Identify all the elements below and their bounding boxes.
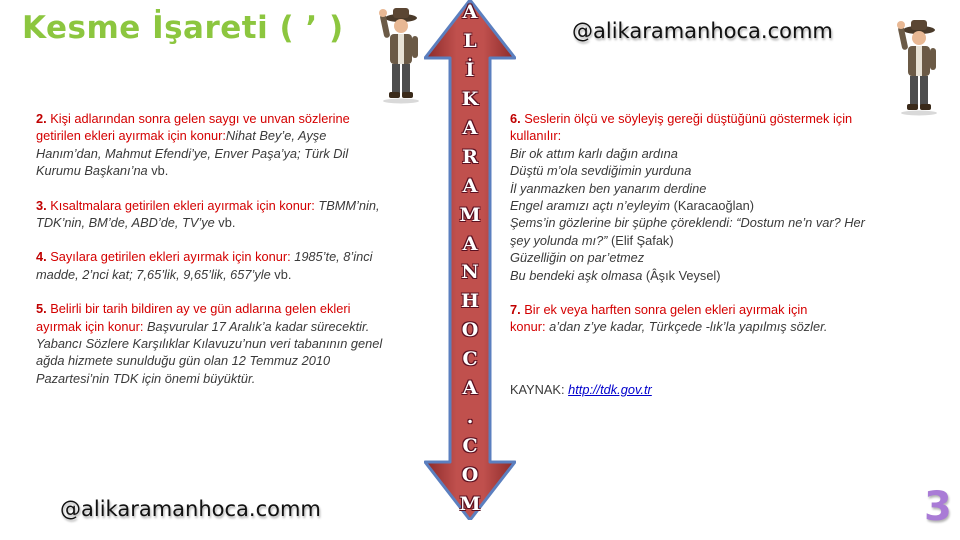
vertical-letter: H [461,290,479,313]
example-text: şey yolunda mı?” [510,232,612,248]
example-text: Güzelliğin on par’etmez [510,250,645,266]
note-text: vb. [147,163,169,179]
rule-text: Bir ek veya harften sonra gelen ekleri ayırmak için [520,302,808,318]
cowboy-waving-figure-icon [894,18,944,116]
rule-text: Seslerin ölçü ve söyleyiş gereği düştüğünü göstermek için [520,111,853,126]
example-text: İl yanmazken ben yanarım derdine [510,180,707,196]
vertical-letter: A [462,232,478,255]
rule-3 [36,197,408,232]
handle-top: @alikaramanhoca.comm [572,19,833,43]
rule-line [36,370,408,387]
vertical-letter: K [461,87,479,110]
rule-number: 7. [510,302,521,318]
rule-line [510,197,920,214]
right-column [510,110,920,415]
note-text: (Âşık Veysel) [642,267,721,283]
rule-4 [36,248,408,283]
example-text: 1985’te, 8’inci [294,249,373,265]
rule-6 [510,110,920,284]
rule-line [36,248,408,265]
rule-line [510,318,920,335]
rule-number: 5. [36,301,47,317]
example-text: TBMM’nin, [318,197,380,213]
vertical-letter: A [462,1,478,23]
source-label: KAYNAK: [510,381,569,397]
example-text: Kurumu Başkanı’na [36,163,148,179]
vertical-letter: C [462,435,478,458]
cowboy-waving-figure-icon [376,6,426,104]
example-text: Bir ok attım karlı dağın ardına [510,145,678,161]
rule-line [36,197,408,214]
vertical-letter: İ [465,58,475,81]
rule-text: getirilen ekleri ayırmak için konur: [36,128,226,144]
rule-line [36,266,408,283]
rule-text: Kişi adlarından sonra gelen saygı ve unvan sözlerine [46,111,350,126]
source-link[interactable]: http://tdk.gov.tr [568,381,652,397]
rule-text: Kısaltmalara getirilen ekleri ayırmak için konur: [46,197,319,213]
rule-text: Sayılara getirilen ekleri ayırmak için konur: [46,249,295,265]
rule-2 [36,110,408,180]
rule-line [510,249,920,266]
rule-7 [510,301,920,336]
example-text: Engel aramızı açtı n’eyleyim [510,198,671,214]
example-text: Yabancı Sözlere Karşılıklar Kılavuzu’nun veri tabanının genel [36,336,383,352]
rule-line [510,145,920,162]
slide-title: Kesme İşareti ( ’ ) [22,10,344,46]
vertical-letter: O [461,319,479,342]
rule-line [36,162,408,179]
rule-line [36,335,408,352]
vertical-letter: C [462,348,478,371]
example-text: TDK’nin, BM’de, ABD’de, TV’ye [36,215,215,231]
vertical-letter: A [462,377,478,400]
note-text: vb. [214,215,236,231]
vertical-brand-text [440,2,500,514]
note-text: (Karacaoğlan) [670,198,754,214]
example-text: madde, 2’nci kat; 7,65’lik, 9,65’lik, 657’yle [36,266,271,282]
example-text: Başvurular 17 Aralık’a kadar sürecektir. [146,318,370,334]
rule-line [510,180,920,197]
example-text: Pazartesi’nin TDK için önemi büyüktür. [36,370,256,386]
example-text: ağda hizmete sunulduğu gün olan 12 Temmuz 2010 [36,353,331,369]
vertical-letter: N [461,261,479,284]
rule-line [510,267,920,284]
rule-line [36,110,408,127]
note-text: vb. [270,266,292,282]
rule-text: ayırmak için konur: [36,318,147,334]
rule-line [510,110,920,127]
page-number: 3 [924,484,952,530]
left-column [36,110,408,404]
example-text: Düştü m’ola sevdiğimin yurduna [510,163,692,179]
example-text: a’dan z’ye kadar, Türkçede -lık’la yapılmış sözler. [549,319,828,335]
rule-line [36,300,408,317]
vertical-letter: M [459,492,481,515]
vertical-letter: O [461,464,479,486]
example-text: Şems’in gözlerine bir şüphe çöreklendi: “Dostum ne’n var? Her [510,215,865,231]
rule-line [510,232,920,249]
example-text: Hanım’dan, Mahmut Efendi’ye, Enver Paşa’ya; Türk Dil [36,145,349,161]
example-text: Bu bendeki aşk olmasa [510,267,643,283]
rule-line [510,214,920,231]
note-text: (Elif Şafak) [611,232,674,248]
vertical-letter: . [466,406,474,429]
vertical-letter: M [459,203,481,226]
source-line [510,381,920,398]
rule-number: 2. [36,111,47,126]
handle-bottom: @alikaramanhoca.comm [60,497,321,521]
rule-text: Belirli bir tarih bildiren ay ve gün adlarına gelen ekleri [46,301,351,317]
rule-number: 3. [36,197,47,213]
rule-text: kullanılır: [510,128,562,144]
rule-line [36,127,408,144]
example-text: Nihat Bey’e, Ayşe [225,128,327,144]
rule-line [36,214,408,231]
rule-line [510,301,920,318]
rule-line [36,145,408,162]
rule-line [510,162,920,179]
rule-5 [36,300,408,387]
rule-number: 4. [36,249,47,265]
rule-number: 6. [510,111,521,126]
vertical-letter: L [463,29,477,52]
vertical-letter: A [462,116,478,139]
rule-line [510,127,920,144]
rule-line [36,352,408,369]
rule-line [36,318,408,335]
rule-text: konur: [510,319,550,335]
vertical-letter: R [462,145,478,168]
vertical-letter: A [462,174,478,197]
